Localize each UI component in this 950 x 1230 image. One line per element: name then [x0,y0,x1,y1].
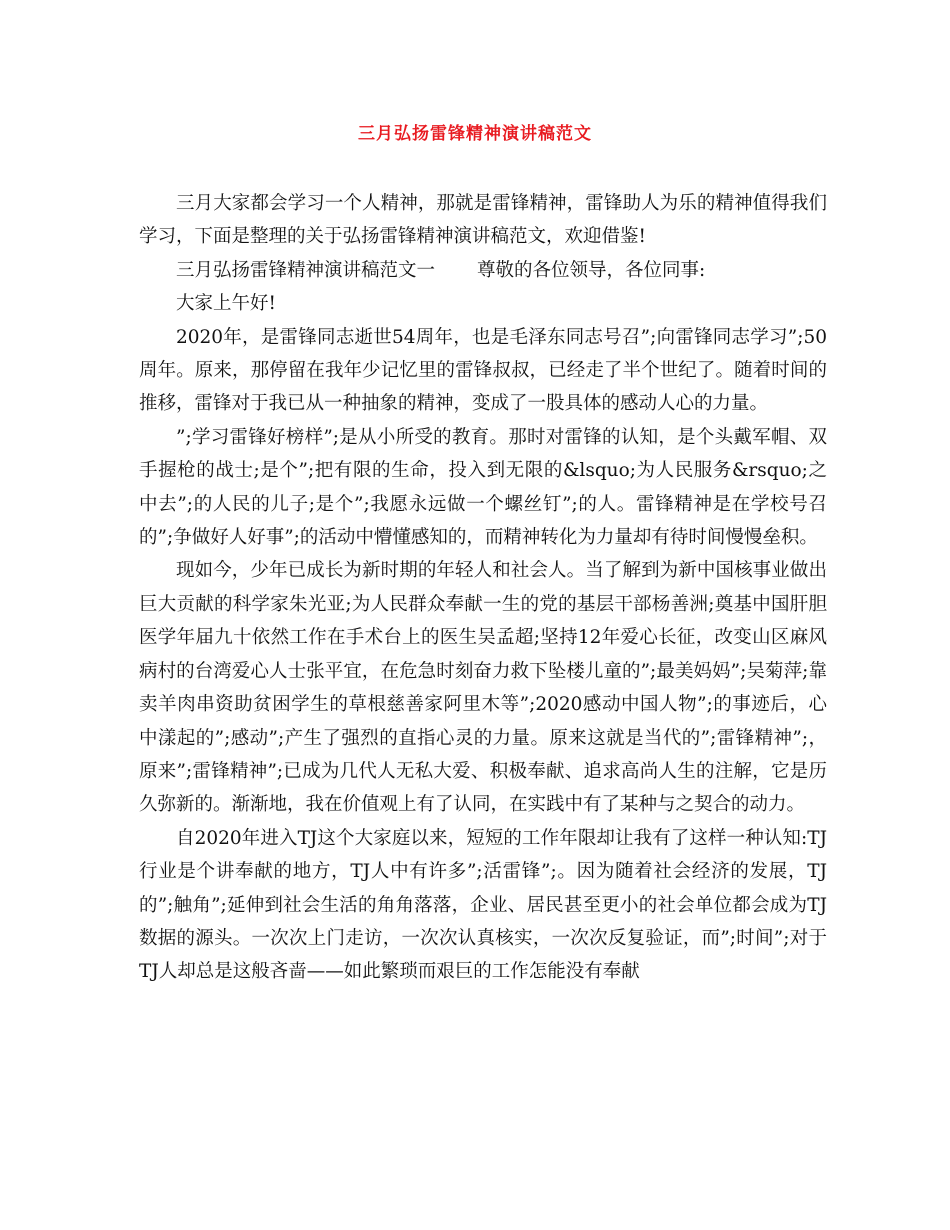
body-paragraph: ”;学习雷锋好榜样”;是从小所受的教育。那时对雷锋的认知，是个头戴军帽、双手握枪的战士;是个”;把有限的生命，投入到无限的&lsquo;为人民服务&rsquo;之中去”;的人民的儿子;是个”;我愿永远做一个螺丝钉”;的人。雷锋精神是在学校号召的”;争做好人好事”;的活动中懵懂感知的，而精神转化为力量却有待时间慢慢垒积。 [139,426,827,549]
salutation: 尊敬的各位领导，各位同事: [477,259,706,281]
section-heading: 三月弘扬雷锋精神演讲稿范文一 [176,259,436,281]
section-heading-line [139,254,827,287]
greeting-paragraph: 大家上午好! [176,293,276,315]
intro-paragraph: 三月大家都会学习一个人精神，那就是雷锋精神，雷锋助人为乐的精神值得我们学习，下面是整理的关于弘扬雷锋精神演讲稿范文，欢迎借鉴! [139,193,827,248]
body-paragraph: 现如今，少年已成长为新时期的年轻人和社会人。当了解到为新中国核事业做出巨大贡献的科学家朱光亚;为人民群众奉献一生的党的基层干部杨善洲;奠基中国肝胆医学年届九十依然工作在手术台上的医生吴孟超;坚持12年爱心长征，改变山区麻风病村的台湾爱心人士张平宜，在危急时刻奋力救下坠楼儿童的”;最美妈妈”;吴菊萍;靠卖羊肉串资助贫困学生的草根慈善家阿里木等”;2020感动中国人物”;的事迹后，心中漾起的”;感动”;产生了强烈的直指心灵的力量。原来这就是当代的”;雷锋精神”;，原来”;雷锋精神”;已成为几代人无私大爱、积极奉献、追求高尚人生的注解，它是历久弥新的。渐渐地，我在价值观上有了认同，在实践中有了某种与之契合的动力。 [139,560,827,816]
body-paragraph: 自2020年进入TJ这个大家庭以来，短短的工作年限却让我有了这样一种认知:TJ行业是个讲奉献的地方，TJ人中有许多”;活雷锋”;。因为随着社会经济的发展，TJ的”;触角”;延伸到社会生活的角角落落，企业、居民甚至更小的社会单位都会成为TJ数据的源头。一次次上门走访，一次次认真核实，一次次反复验证，而”;时间”;对于TJ人却总是这般吝啬——如此繁琐而艰巨的工作怎能没有奉献 [139,827,827,983]
document-title: 三月弘扬雷锋精神演讲稿范文 [358,124,592,144]
document-body [139,187,827,989]
body-paragraph: 2020年，是雷锋同志逝世54周年，也是毛泽东同志号召”;向雷锋同志学习”;50周年。原来，那停留在我年少记忆里的雷锋叔叔，已经走了半个世纪了。随着时间的推移，雷锋对于我已从一种抽象的精神，变成了一股具体的感动人心的力量。 [139,326,827,415]
